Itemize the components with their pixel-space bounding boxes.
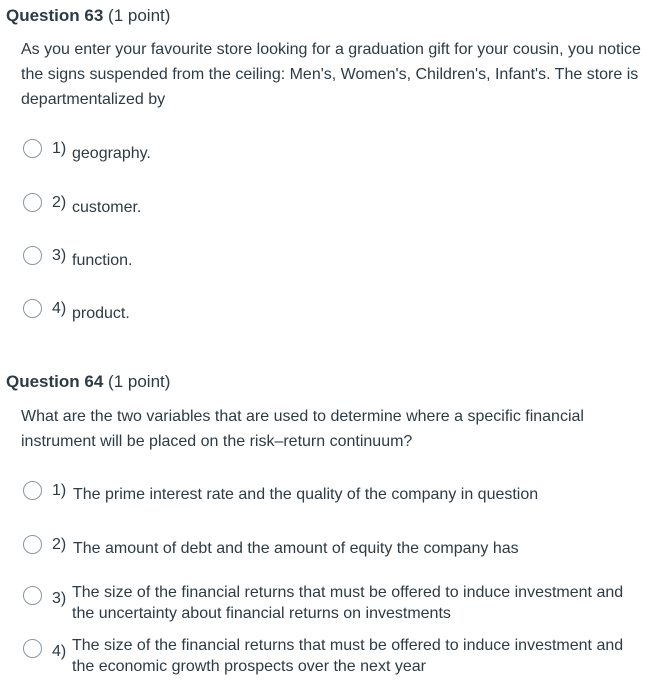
answer-text: The size of the financial returns that must be offered to induce investment and the economic growth prospects over the next year (72, 637, 624, 675)
radio-button[interactable] (23, 139, 42, 158)
answer-number: 2) (52, 194, 67, 211)
answer-number: 3) (52, 247, 67, 264)
answer-number: 4) (52, 300, 67, 317)
question-header (6, 6, 170, 26)
answer-text: geography. (72, 145, 151, 162)
radio-button[interactable] (23, 535, 42, 554)
question-points: (1 point) (108, 6, 171, 25)
radio-button[interactable] (23, 246, 42, 265)
radio-button[interactable] (23, 639, 42, 658)
question-points: (1 point) (108, 372, 171, 391)
question-title: Question 64 (6, 372, 104, 391)
answer-option-2[interactable] (23, 532, 648, 576)
radio-button[interactable] (23, 193, 42, 212)
question-title: Question 63 (6, 6, 104, 25)
answer-text: The size of the financial returns that must be offered to induce investment and the uncertainty about financial returns on investments (72, 584, 624, 622)
question-text: What are the two variables that are used to determine where a specific financial instrument will be placed on the risk–return continuum? (21, 408, 584, 450)
radio-button[interactable] (23, 481, 42, 500)
answer-text: The amount of debt and the amount of equity the company has (73, 540, 519, 557)
answer-text: product. (72, 305, 130, 322)
question-header (6, 372, 170, 392)
answer-option-4[interactable] (23, 297, 648, 341)
answer-text: function. (72, 252, 133, 269)
answer-number: 1) (52, 140, 67, 157)
answer-option-1[interactable] (23, 478, 648, 522)
radio-button[interactable] (23, 586, 42, 605)
question-text: As you enter your favourite store looking for a graduation gift for your cousin, you notice the signs suspended from the ceiling: Men's, Women's, Children's, Infant's. The store is departmentalized by (21, 41, 641, 108)
answer-number: 4) (52, 643, 67, 660)
answer-number: 2) (52, 536, 67, 553)
answer-number: 3) (52, 590, 67, 607)
answer-option-1[interactable] (23, 136, 648, 180)
answer-text: The prime interest rate and the quality of the company in question (73, 486, 539, 503)
answer-text: customer. (72, 199, 142, 216)
answer-option-2[interactable] (23, 190, 648, 234)
answer-option-3[interactable] (23, 582, 648, 626)
answer-option-3[interactable] (23, 244, 648, 288)
answer-option-4[interactable] (23, 635, 648, 679)
answer-number: 1) (52, 482, 67, 499)
radio-button[interactable] (23, 299, 42, 318)
